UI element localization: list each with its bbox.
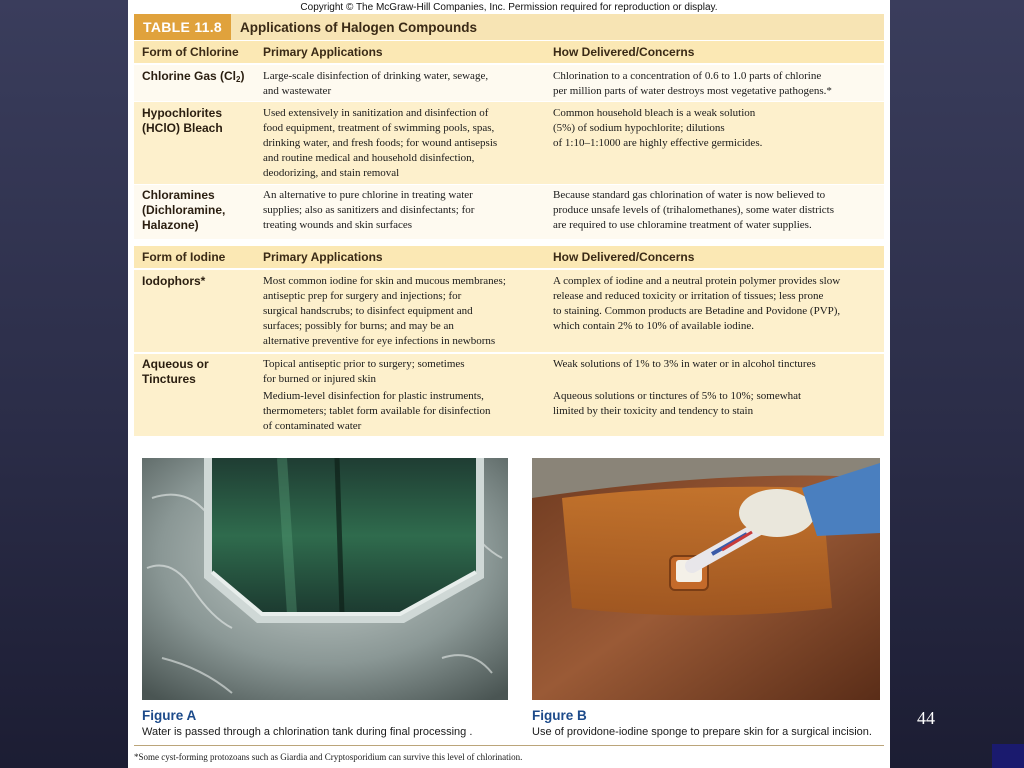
row-concerns: A complex of iodine and a neutral protein polymer provides slow release and reduced toxicity or irritation of tissues; less prone to staining. Common products are Betadine and Povidone (PVP), which contain 2% to 10% of available iodine. [553,275,841,332]
row-applications: Large-scale disinfection of drinking water, sewage, and wastewater [263,70,489,97]
form-name-text: Chlorine Gas (Cl [142,69,237,83]
row-concerns: Common household bleach is a weak solution (5%) of sodium hypochlorite; dilutions of 1:10–1:1000 are highly effective germicides. [553,107,763,149]
column-header-applications: Primary Applications [263,45,383,59]
footnote-divider [134,745,884,746]
row-form-name: Hypochlorites (HClO) Bleach [142,106,223,135]
table-row [134,65,884,101]
chlorine-header-row [134,41,884,63]
copyright-notice: Copyright © The McGraw-Hill Companies, Inc. Permission required for reproduction or display. [300,2,718,13]
table-row [134,270,884,352]
table-row [134,185,884,239]
row-applications-secondary: Medium-level disinfection for plastic instruments, thermometers; tablet form available for disinfection of contaminated water [263,390,491,432]
table-footnote: *Some cyst-forming protozoans such as Giardia and Cryptosporidium can survive this level of chlorination. [134,752,523,762]
row-applications: Used extensively in sanitization and disinfection of food equipment, treatment of swimming pools, spas, drinking water, and fresh foods; for wound antisepsis and routine medical and household disinfection, deodorizing, and stain removal [263,107,498,179]
row-concerns: Because standard gas chlorination of water is now believed to produce unsafe levels of (trihalomethanes), some water districts are required to use chloramine treatment of water supplies. [553,189,835,231]
figure-a-label: Figure A [142,708,197,723]
row-form-name: Chloramines (Dichloramine, Halazone) [142,188,226,232]
column-header-form: Form of Iodine [142,250,226,264]
row-form-name [142,69,258,85]
column-header-concerns: How Delivered/Concerns [553,45,695,59]
table-title-bar [134,14,884,40]
column-header-applications: Primary Applications [263,250,383,264]
table-number: TABLE 11.8 [134,14,231,40]
row-concerns-secondary: Aqueous solutions or tinctures of 5% to 10%; somewhat limited by their toxicity and tendency to stain [553,390,802,417]
column-header-form: Form of Chlorine [142,45,239,59]
row-form-name: Aqueous or Tinctures [142,357,209,386]
figure-b-label: Figure B [532,708,587,723]
slide-corner-accent [992,744,1024,768]
row-concerns: Chlorination to a concentration of 0.6 to 1.0 parts of chlorine per million parts of water destroys most vegetative pathogens.* [553,70,832,97]
form-name-close: ) [240,69,245,83]
figure-b-photo [532,458,880,700]
figure-b-caption: Use of providone-iodine sponge to prepare skin for a surgical incision. [532,726,872,738]
form-name-subscript: 2 [236,75,241,84]
row-form-name: Iodophors* [142,274,206,288]
document-page [128,0,890,768]
iodine-skin-prep-image [532,458,880,700]
iodine-header-row [134,246,884,268]
figure-a-caption: Water is passed through a chlorination tank during final processing . [142,726,473,738]
chlorination-tank-image [142,458,508,700]
row-applications: Most common iodine for skin and mucous membranes; antiseptic prep for surgery and injections; for surgical handscrubs; to disinfect equipment and surfaces; possibly for burns; and may be an alternative preventive for eye infections in newborns [263,275,506,347]
page-number: 44 [917,708,935,728]
table-row [134,102,884,184]
row-concerns: Weak solutions of 1% to 3% in water or in alcohol tinctures [553,358,816,370]
row-applications: An alternative to pure chlorine in treating water supplies; also as sanitizers and disinfectants; for treating wounds and skin surfaces [263,189,475,231]
table-title: Applications of Halogen Compounds [240,19,477,35]
figure-a-photo [142,458,508,700]
table-row [134,354,884,436]
column-header-concerns: How Delivered/Concerns [553,250,695,264]
row-applications: Topical antiseptic prior to surgery; sometimes for burned or injured skin [263,358,465,385]
